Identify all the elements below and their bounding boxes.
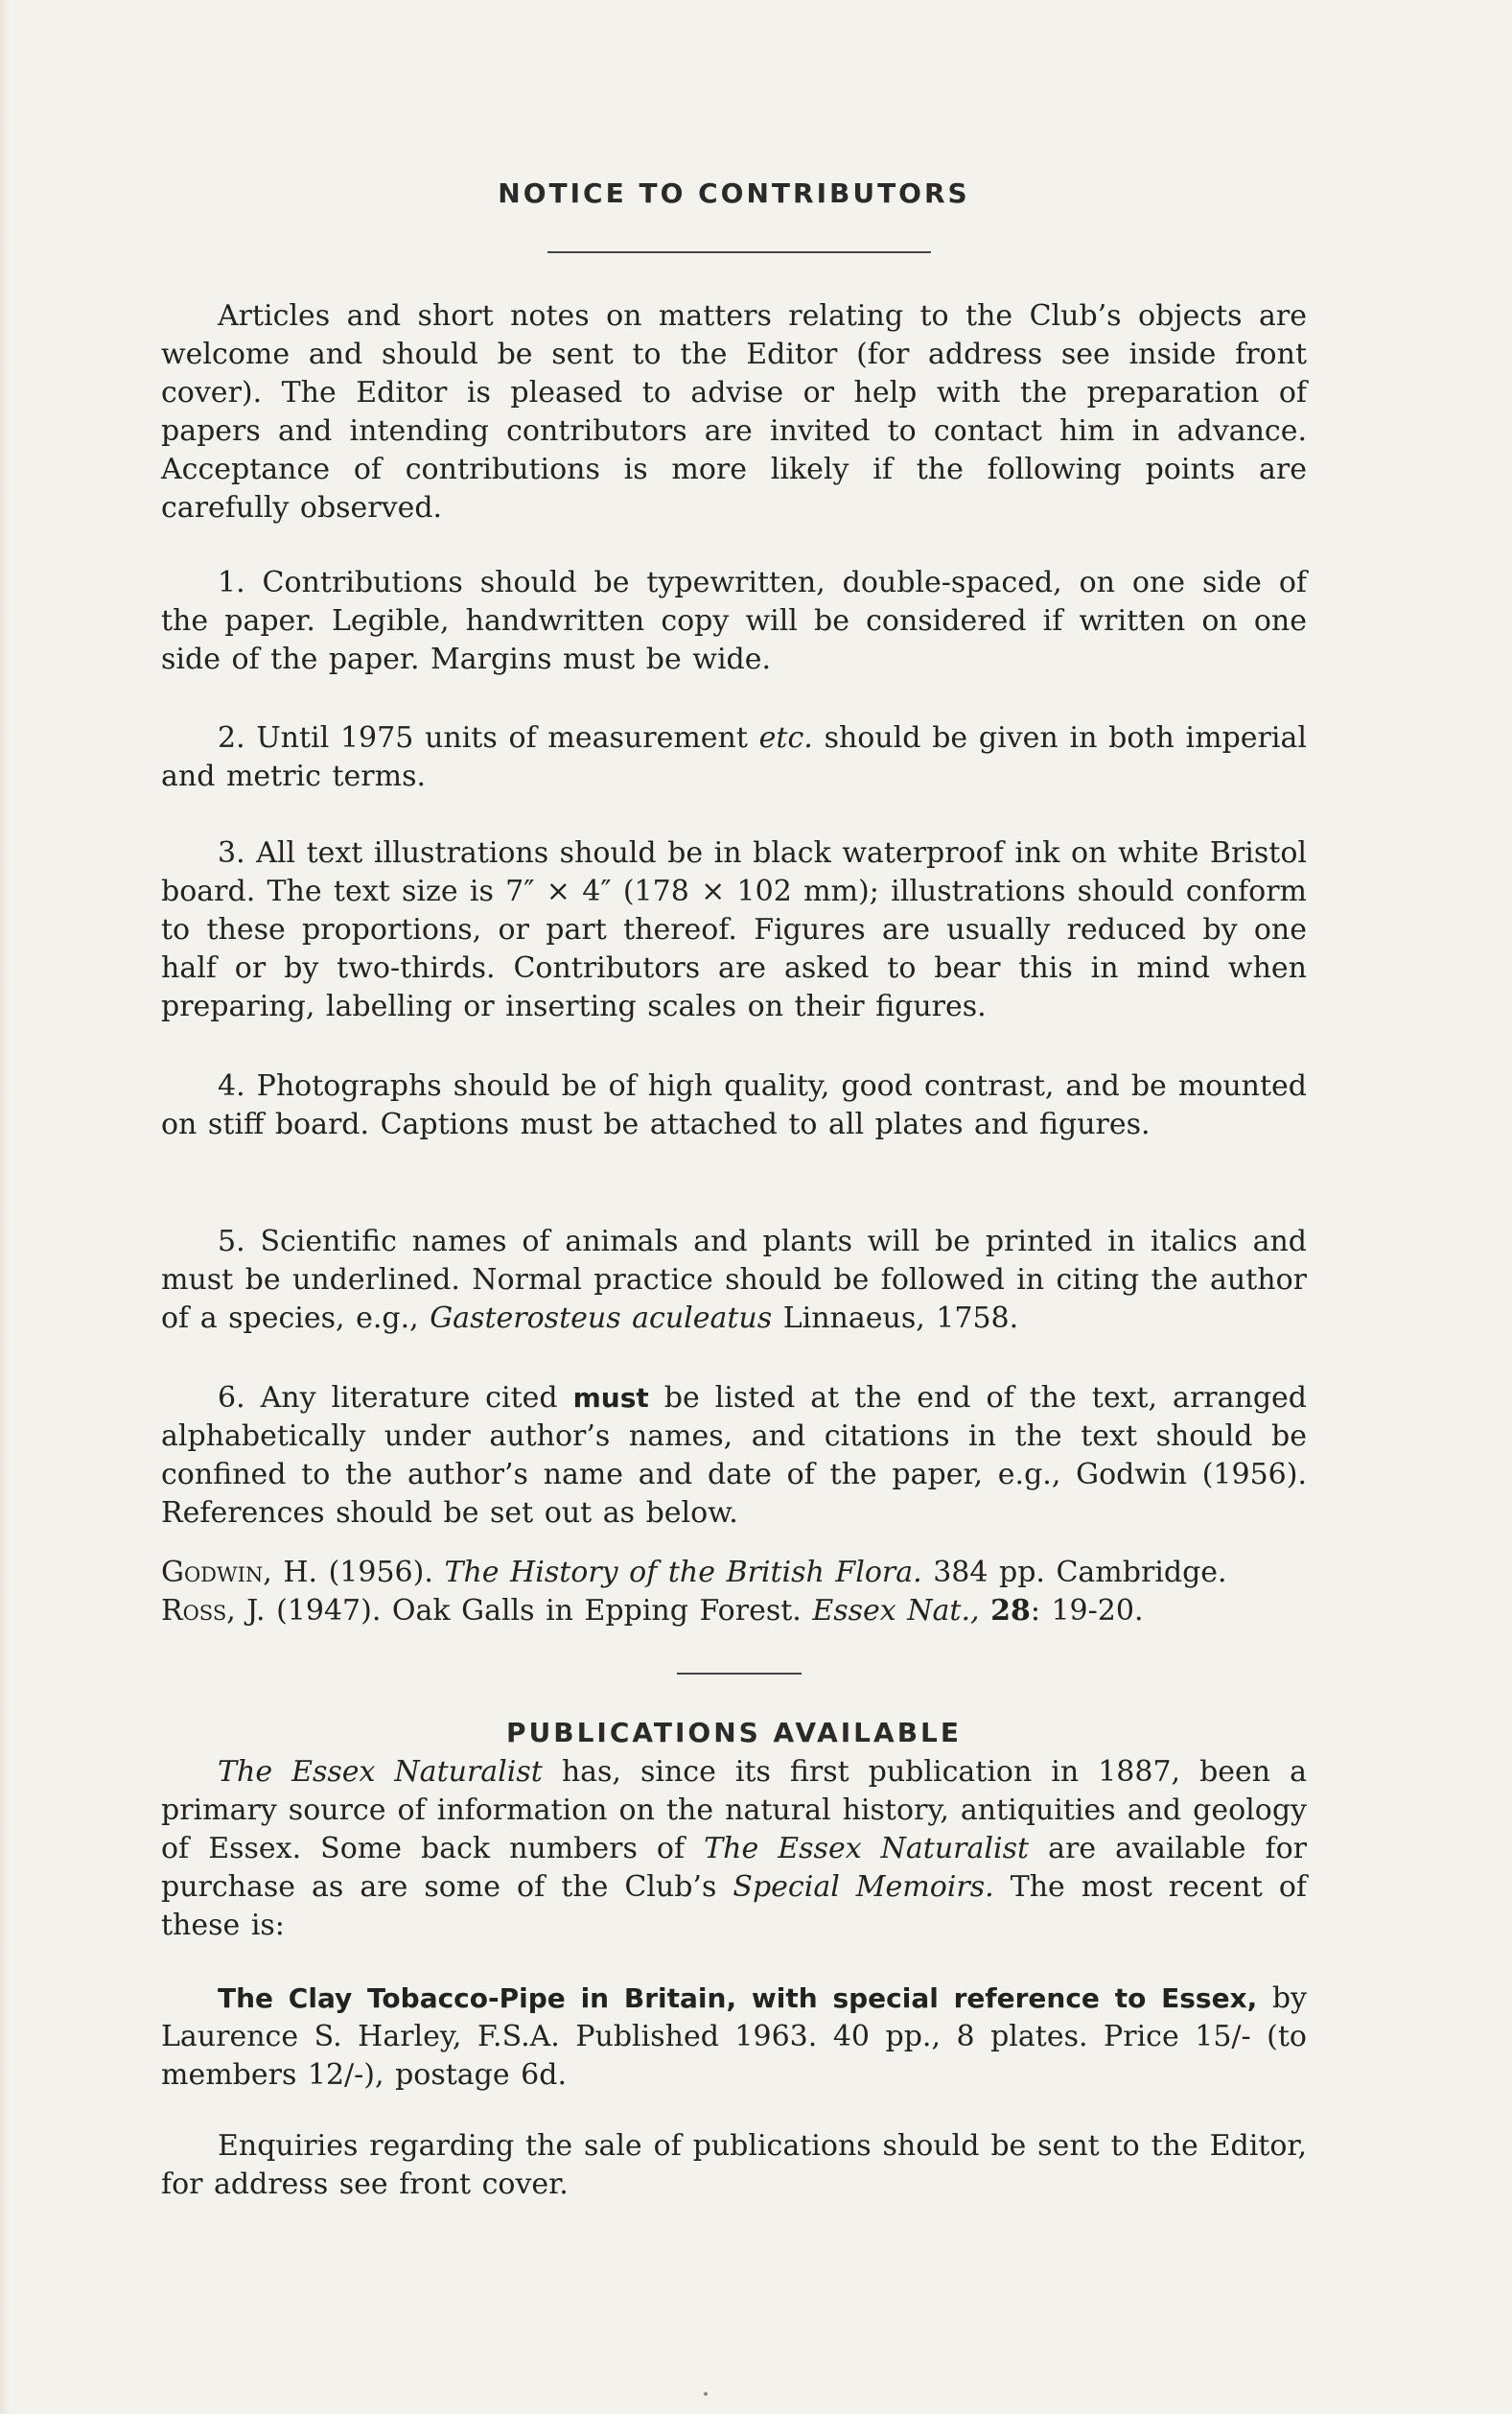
notice-point-2	[161, 719, 1307, 796]
point-5-species: Gasterosteus aculeatus	[430, 1301, 773, 1335]
reference-ross	[161, 1592, 1307, 1630]
point-5-text	[161, 1223, 1307, 1338]
point-2-part-b: should be given in both imperial and metric terms.	[161, 721, 1307, 793]
point-6-part-b: be listed at the end of the text, arranged alphabetically under author’s names, and citations in the text should be confined to the author’s name and date of the paper, e.g., Godwin (1956). References should be set out as below.	[161, 1381, 1307, 1530]
point-2-etc: etc.	[758, 721, 813, 755]
point-5-part-b: Linnaeus, 1758.	[782, 1301, 1019, 1335]
point-4-text: 4. Photographs should be of high quality, good contrast, and be mounted on stiff board. Captions must be attached to all plates and figures.	[161, 1069, 1307, 1141]
point-5-part-a: 5. Scientific names of animals and plants will be printed in italics and must be underlined. Normal practice should be followed in citing the author of a species, e.g.,	[161, 1225, 1307, 1335]
pub-title-2: The Essex Naturalist	[704, 1832, 1030, 1865]
publications-intro	[161, 1753, 1307, 1945]
ref-1-year: (1956).	[328, 1556, 433, 1589]
page-edge-shadow	[0, 0, 10, 2414]
point-2-text	[161, 719, 1307, 796]
section-divider	[677, 1673, 802, 1675]
ref-1-title: The History of the British Flora.	[444, 1556, 922, 1589]
ref-1-rest: 384 pp. Cambridge.	[933, 1556, 1227, 1589]
pub-memoirs: Special Memoirs.	[733, 1870, 994, 1904]
notice-point-1	[161, 564, 1307, 679]
pub-intro-b: are available for purchase as are some of the Club’s	[161, 1832, 1307, 1904]
ref-1-author: Godwin, H.	[161, 1556, 318, 1589]
heading-divider	[547, 251, 931, 253]
notice-point-4	[161, 1067, 1307, 1144]
point-2-part-a: 2. Until 1975 units of measurement	[218, 721, 748, 755]
ref-2-year: (1947).	[276, 1594, 382, 1628]
intro-paragraph: Articles and short notes on matters relating to the Club’s objects are welcome and should be sent to the Editor (for address see inside front cover). The Editor is pleased to advise or help with the preparation of papers and intending contributors are invited to contact him in advance. Acceptance of contributions is more likely if the following points are carefully observed.	[161, 299, 1307, 525]
ref-2-author: Ross, J.	[161, 1594, 266, 1628]
publications-heading: PUBLICATIONS AVAILABLE	[505, 1717, 963, 1748]
publication-entry	[161, 1980, 1307, 2095]
point-3-text: 3. All text illustrations should be in black waterproof ink on white Bristol board. The text size is 7″ × 4″ (178 × 102 mm); illustrations should conform to these proportions, or part thereof. Figures are usually reduced by one half or by two-thirds. Contributors are asked to bear this in mind when preparing, labelling or inserting scales on their figures.	[161, 836, 1307, 1023]
notice-intro	[161, 297, 1307, 527]
point-6-text	[161, 1379, 1307, 1533]
book-title: The Clay Tobacco-Pipe in Britain, with special reference to Essex,	[218, 1982, 1258, 2014]
pub-intro-c: The most recent of these is:	[161, 1870, 1307, 1942]
reference-godwin	[161, 1554, 1307, 1592]
publications-intro-paragraph	[161, 1753, 1307, 1945]
book-details: by Laurence S. Harley, F.S.A. Published 1963. 40 pp., 8 plates. Price 15/- (to members 12/-), postage 6d.	[161, 1981, 1307, 2092]
notice-heading: NOTICE TO CONTRIBUTORS	[498, 177, 970, 209]
ref-2-journal: Essex Nat.,	[812, 1594, 980, 1628]
notice-point-6	[161, 1379, 1307, 1533]
ref-2-pages: : 19-20.	[1030, 1594, 1144, 1628]
pub-title-1: The Essex Naturalist	[218, 1755, 543, 1789]
publications-enquiries	[161, 2127, 1307, 2204]
ref-2-volume: 28	[990, 1594, 1031, 1628]
page-speck	[704, 2392, 708, 2396]
notice-point-5	[161, 1223, 1307, 1338]
point-6-part-a: 6. Any literature cited	[218, 1381, 558, 1415]
enquiries-text: Enquiries regarding the sale of publications should be sent to the Editor, for address see front cover.	[161, 2129, 1307, 2201]
point-6-must: must	[572, 1382, 649, 1414]
point-1-text: 1. Contributions should be typewritten, double-spaced, on one side of the paper. Legible, handwritten copy will be considered if written on one side of the paper. Margins must be wide.	[161, 566, 1307, 676]
notice-point-3	[161, 834, 1307, 1026]
book-entry	[161, 1980, 1307, 2095]
ref-2-title: Oak Galls in Epping Forest.	[391, 1594, 802, 1628]
pub-intro-a: has, since its first publication in 1887, been a primary source of information on the natural history, antiquities and geology of Essex. Some back numbers of	[161, 1755, 1307, 1865]
reference-list	[161, 1554, 1307, 1630]
